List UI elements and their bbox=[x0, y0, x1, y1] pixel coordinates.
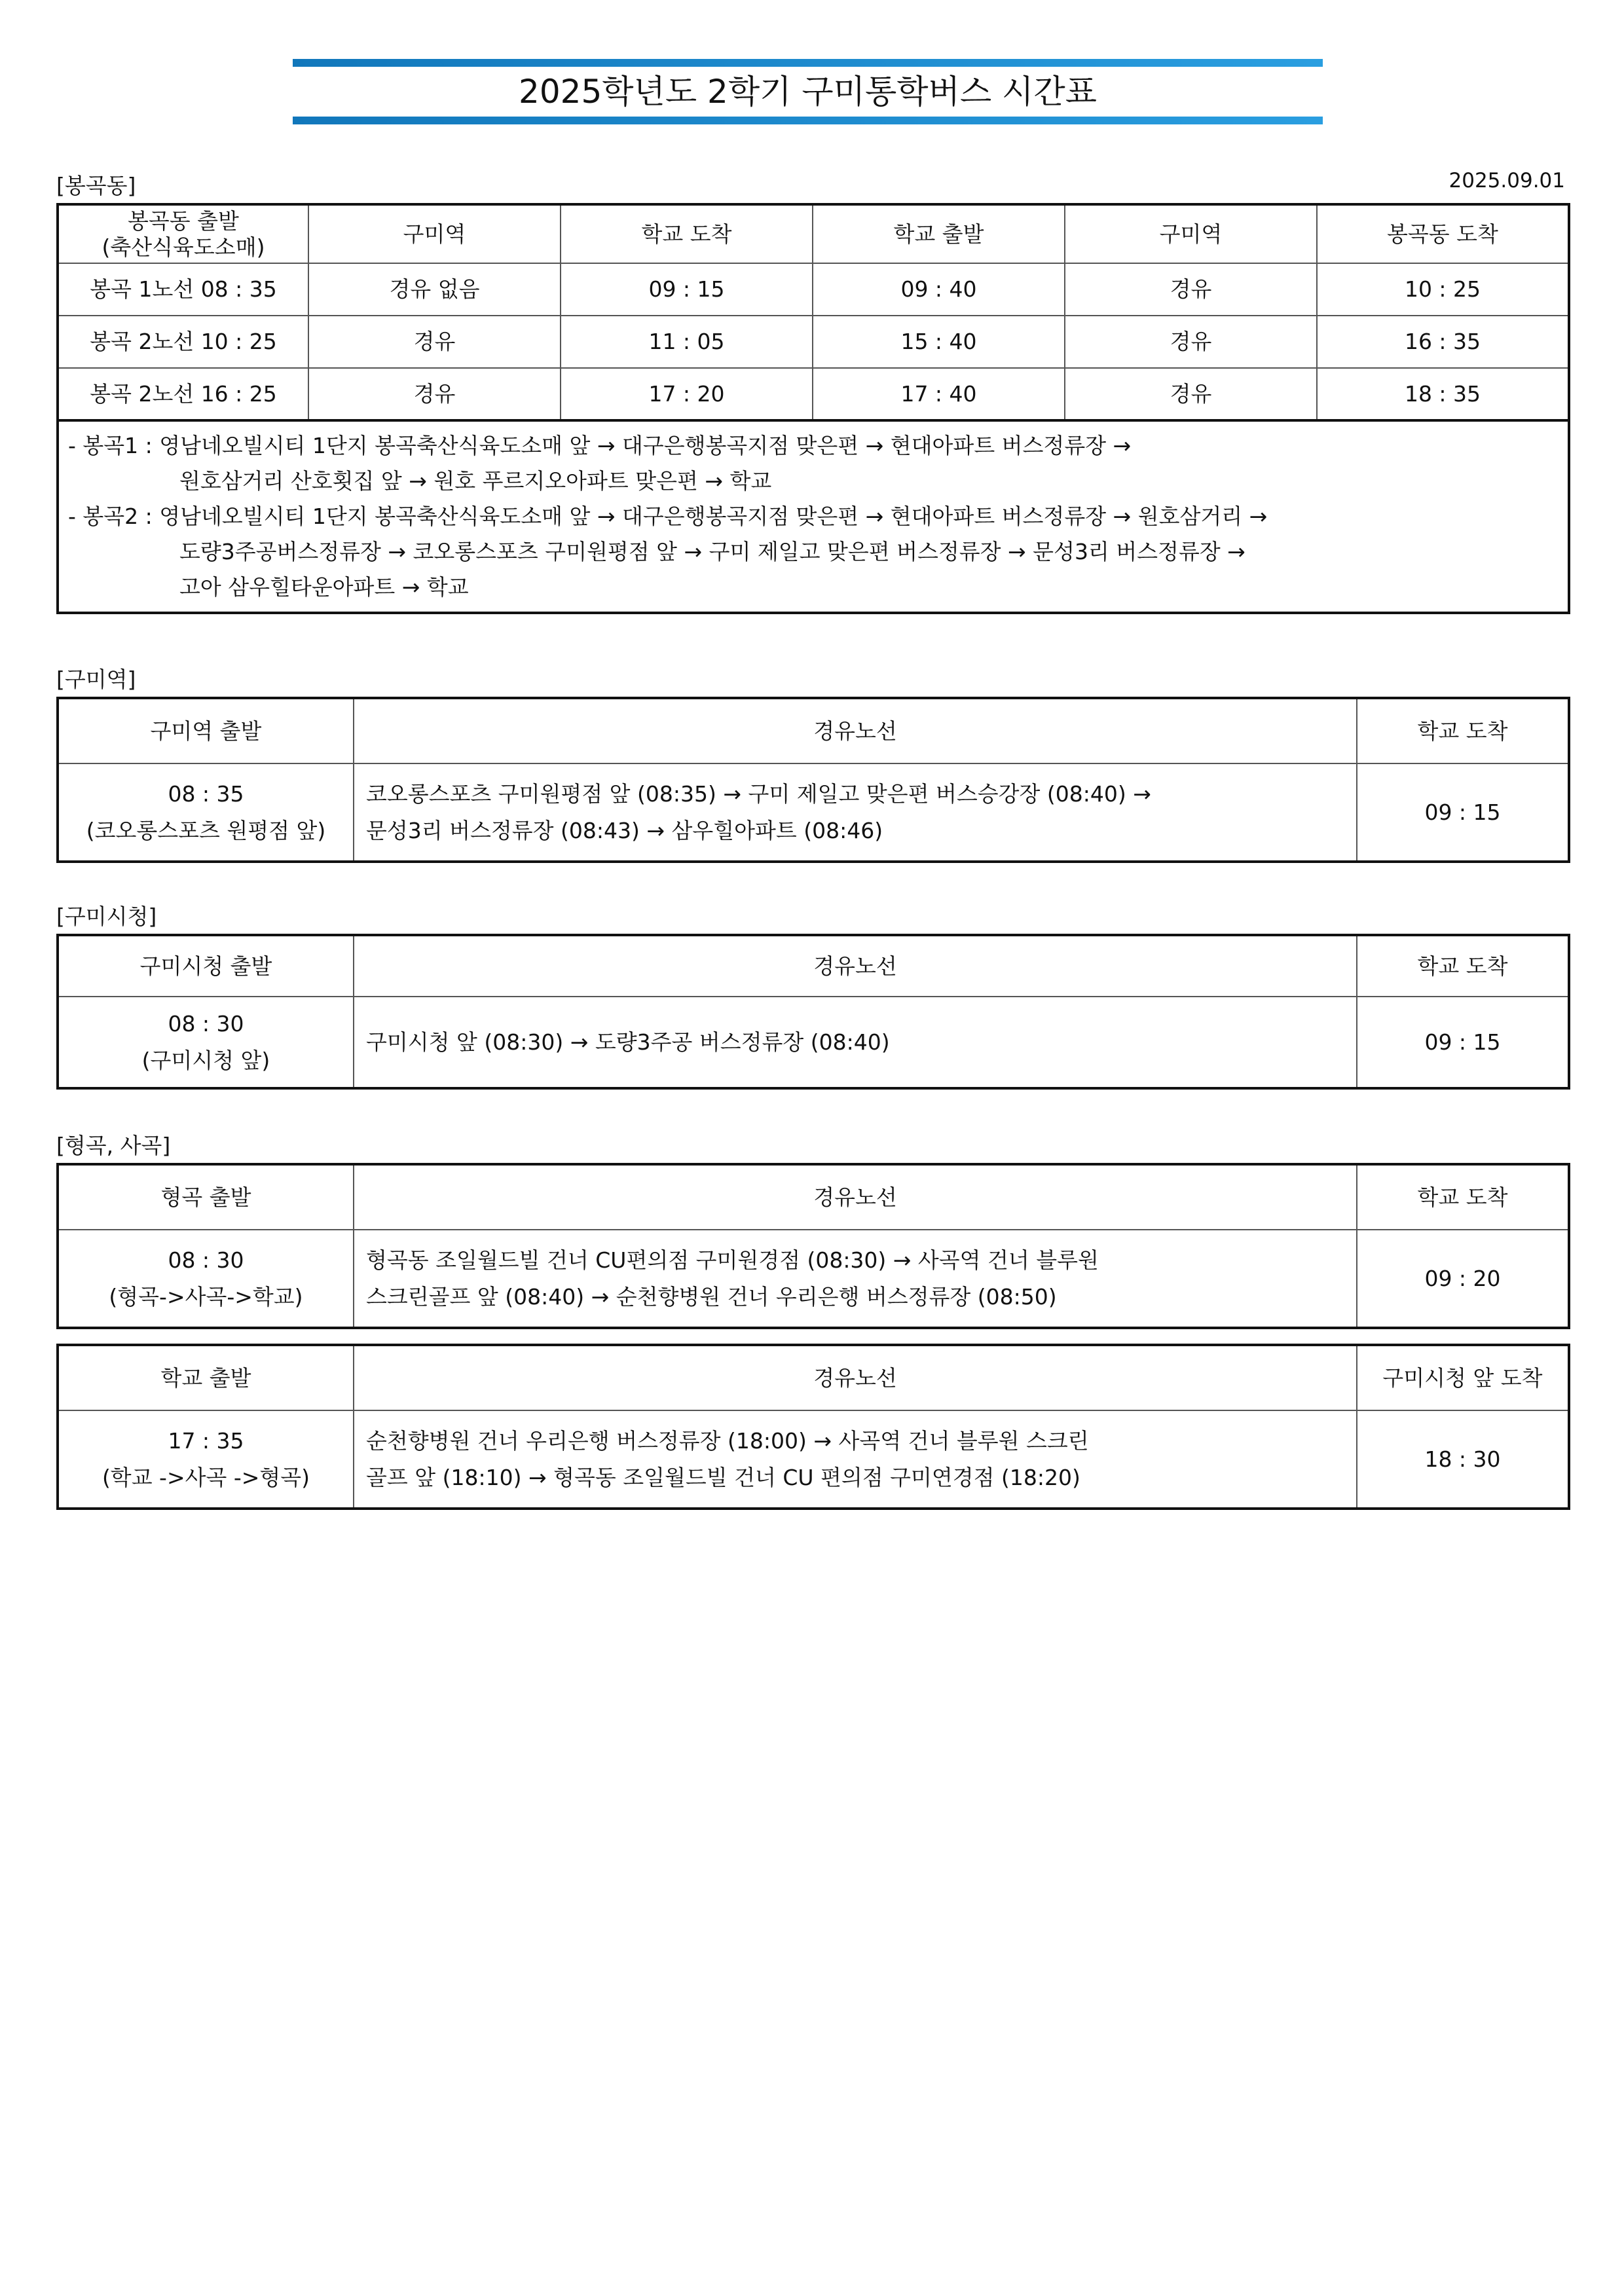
header-cell: 학교 도착 bbox=[1357, 935, 1569, 997]
table-row bbox=[58, 997, 1569, 1088]
title-block bbox=[293, 59, 1323, 124]
route-note-line: - 봉곡2 : 영남네오빌시티 1단지 봉곡축산식육도소매 앞 → 대구은행봉곡지점 맞은편 → 현대아파트 버스정류장 → 원호삼거리 → bbox=[68, 504, 1268, 529]
depart-place: (구미시청 앞) bbox=[141, 1047, 270, 1073]
route-note-line: 도량3주공버스정류장 → 코오롱스포츠 구미원평점 앞 → 구미 제일고 맞은편 버스정류장 → 문성3리 버스정류장 → bbox=[179, 539, 1246, 564]
route-line: 스크린골프 앞 (08:40) → 순천향병원 건너 우리은행 버스정류장 (08:50) bbox=[366, 1283, 1057, 1310]
table-header-row bbox=[58, 1164, 1569, 1230]
table-cell: 10 : 25 bbox=[1317, 263, 1569, 316]
section-label-gumi-cityhall: [구미시청] bbox=[56, 904, 157, 929]
table-cell: 경유 없음 bbox=[308, 263, 561, 316]
arrive-cell: 09 : 20 bbox=[1357, 1230, 1569, 1328]
arrive-cell: 18 : 30 bbox=[1357, 1410, 1569, 1509]
header-cell: 경유노선 bbox=[354, 1345, 1357, 1410]
table-cell: 11 : 05 bbox=[561, 316, 813, 368]
depart-time: 08 : 30 bbox=[168, 1010, 244, 1037]
table-cell: 09 : 40 bbox=[813, 263, 1065, 316]
header-cell: 구미역 출발 bbox=[58, 698, 354, 763]
route-line: 문성3리 버스정류장 (08:43) → 삼우힐아파트 (08:46) bbox=[366, 817, 883, 843]
header-cell: 학교 출발 bbox=[813, 204, 1065, 263]
section-label-bonggok: [봉곡동] bbox=[56, 173, 136, 198]
depart-cell bbox=[58, 997, 354, 1088]
gumi-station-timetable bbox=[56, 697, 1570, 863]
depart-place: (형곡->사곡->학교) bbox=[109, 1283, 303, 1310]
header-cell: 구미시청 출발 bbox=[58, 935, 354, 997]
table-cell: 09 : 15 bbox=[561, 263, 813, 316]
route-cell bbox=[354, 763, 1357, 862]
depart-place: (학교 ->사곡 ->형곡) bbox=[101, 1464, 310, 1490]
header-text: 봉곡동 출발 bbox=[128, 208, 239, 234]
hyeonggok-timetable bbox=[56, 1163, 1570, 1329]
route-note-line: 원호삼거리 산호횟집 앞 → 원호 푸르지오아파트 맞은편 → 학교 bbox=[179, 468, 772, 494]
gumi-cityhall-timetable bbox=[56, 934, 1570, 1090]
route-line: 구미시청 앞 (08:30) → 도량3주공 버스정류장 (08:40) bbox=[366, 1029, 890, 1055]
table-row bbox=[58, 1230, 1569, 1328]
table-cell: 경유 bbox=[1065, 263, 1317, 316]
depart-place: (코오롱스포츠 원평점 앞) bbox=[86, 817, 326, 843]
route-line: 순천향병원 건너 우리은행 버스정류장 (18:00) → 사곡역 건너 블루원 스크린 bbox=[366, 1427, 1089, 1454]
header-cell: 경유노선 bbox=[354, 698, 1357, 763]
header-cell bbox=[58, 204, 308, 263]
header-subtext: (축산식육도소매) bbox=[101, 234, 265, 260]
return-timetable bbox=[56, 1344, 1570, 1510]
table-row bbox=[58, 263, 1569, 316]
table-cell: 경유 bbox=[308, 316, 561, 368]
route-notes-row bbox=[58, 420, 1569, 613]
bonggok-timetable bbox=[56, 203, 1570, 614]
section-label-gumi-station: [구미역] bbox=[56, 667, 136, 692]
table-cell: 15 : 40 bbox=[813, 316, 1065, 368]
table-row bbox=[58, 763, 1569, 862]
table-header-row bbox=[58, 935, 1569, 997]
depart-time: 08 : 35 bbox=[168, 780, 244, 807]
route-note-line: 고아 삼우힐타운아파트 → 학교 bbox=[179, 574, 469, 600]
arrive-cell: 09 : 15 bbox=[1357, 763, 1569, 862]
depart-time: 17 : 35 bbox=[168, 1427, 244, 1454]
depart-time: 08 : 30 bbox=[168, 1247, 244, 1273]
table-cell: 경유 bbox=[1065, 368, 1317, 420]
header-cell: 학교 도착 bbox=[1357, 1164, 1569, 1230]
section-label-hyeonggok-sagok: [형곡, 사곡] bbox=[56, 1133, 171, 1158]
arrive-cell: 09 : 15 bbox=[1357, 997, 1569, 1088]
header-cell: 구미역 bbox=[308, 204, 561, 263]
route-line: 형곡동 조일월드빌 건너 CU편의점 구미원경점 (08:30) → 사곡역 건너 블루원 bbox=[366, 1247, 1099, 1273]
table-row bbox=[58, 1410, 1569, 1509]
header-cell: 학교 출발 bbox=[58, 1345, 354, 1410]
table-cell: 16 : 35 bbox=[1317, 316, 1569, 368]
depart-cell bbox=[58, 1410, 354, 1509]
title-bottom-rule bbox=[293, 117, 1323, 124]
header-cell: 학교 도착 bbox=[1357, 698, 1569, 763]
table-cell: 17 : 40 bbox=[813, 368, 1065, 420]
table-cell: 17 : 20 bbox=[561, 368, 813, 420]
table-header-row bbox=[58, 1345, 1569, 1410]
table-header-row bbox=[58, 698, 1569, 763]
table-cell: 봉곡 1노선 08 : 35 bbox=[58, 263, 308, 316]
route-cell bbox=[354, 1230, 1357, 1328]
table-cell: 봉곡 2노선 16 : 25 bbox=[58, 368, 308, 420]
document-date: 2025.09.01 bbox=[1449, 169, 1565, 193]
route-cell bbox=[354, 1410, 1357, 1509]
header-cell: 구미역 bbox=[1065, 204, 1317, 263]
route-line: 골프 앞 (18:10) → 형곡동 조일월드빌 건너 CU 편의점 구미연경점 (18:20) bbox=[366, 1464, 1080, 1490]
table-cell: 18 : 35 bbox=[1317, 368, 1569, 420]
route-cell bbox=[354, 997, 1357, 1088]
header-cell: 형곡 출발 bbox=[58, 1164, 354, 1230]
table-row bbox=[58, 368, 1569, 420]
depart-cell bbox=[58, 763, 354, 862]
page-title: 2025학년도 2학기 구미통학버스 시간표 bbox=[519, 73, 1097, 111]
route-note-line: - 봉곡1 : 영남네오빌시티 1단지 봉곡축산식육도소매 앞 → 대구은행봉곡지점 맞은편 → 현대아파트 버스정류장 → bbox=[68, 433, 1132, 458]
title-top-rule bbox=[293, 59, 1323, 67]
header-cell: 경유노선 bbox=[354, 935, 1357, 997]
header-cell: 봉곡동 도착 bbox=[1317, 204, 1569, 263]
depart-cell bbox=[58, 1230, 354, 1328]
header-cell: 경유노선 bbox=[354, 1164, 1357, 1230]
header-cell: 학교 도착 bbox=[561, 204, 813, 263]
table-cell: 경유 bbox=[308, 368, 561, 420]
route-notes bbox=[58, 420, 1569, 613]
route-line: 코오롱스포츠 구미원평점 앞 (08:35) → 구미 제일고 맞은편 버스승강장 (08:40) → bbox=[366, 780, 1151, 807]
table-header-row bbox=[58, 204, 1569, 263]
table-cell: 경유 bbox=[1065, 316, 1317, 368]
table-cell: 봉곡 2노선 10 : 25 bbox=[58, 316, 308, 368]
table-row bbox=[58, 316, 1569, 368]
header-cell: 구미시청 앞 도착 bbox=[1357, 1345, 1569, 1410]
